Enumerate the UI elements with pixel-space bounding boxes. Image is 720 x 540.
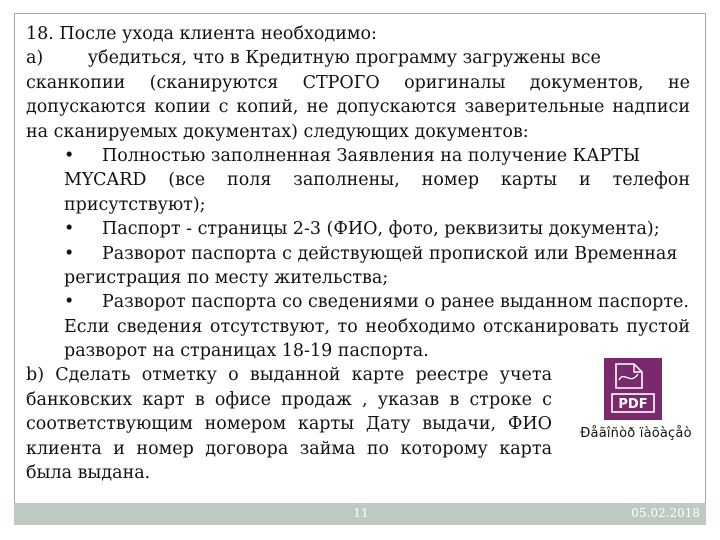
bullet-item bbox=[26, 217, 690, 241]
bullet-continuation: присутствуют); bbox=[64, 194, 206, 215]
bullet-continuation: MYCARD (все поля заполнены, номер карты и телефон bbox=[64, 170, 690, 191]
bullet-text: Паспорт - страницы 2-3 (ФИО, фото, реквизиты документа); bbox=[102, 219, 660, 240]
paragraph-b-line: b) Сделать отметку о выданной карте реестре учета bbox=[26, 365, 552, 386]
bullet-continuation: разворот на страницах 18-19 паспорта. bbox=[64, 341, 429, 362]
bullet-continuation: регистрация по месту жительства; bbox=[64, 267, 389, 288]
bullet-marker: • bbox=[64, 243, 75, 264]
pdf-attachment[interactable] bbox=[578, 358, 694, 458]
bullet-continuation: Если сведения отсутствуют, то необходимо отсканировать пустой bbox=[64, 316, 690, 337]
paragraph-a-line: сканкопии (сканируются СТРОГО оригиналы документов, не bbox=[26, 72, 690, 93]
paragraph-b-line: была выдана. bbox=[26, 463, 151, 484]
bullet-item bbox=[26, 290, 690, 314]
bullet-text: Разворот паспорта с действующей пропиской или Временная bbox=[102, 243, 678, 264]
paragraph-b-line: банковских карт в офисе продаж , указав в строке с bbox=[26, 389, 552, 410]
bullet-item bbox=[26, 242, 690, 266]
footer-date: 05.02.2018 bbox=[631, 506, 700, 520]
bullet-item bbox=[26, 144, 690, 168]
paragraph-a-line: на сканируемых документах) следующих документов: bbox=[26, 121, 529, 142]
pdf-icon-label: PDF bbox=[618, 397, 648, 412]
bullet-marker: • bbox=[64, 219, 75, 240]
pdf-caption: Ðåãîñòð ïàõàçåò bbox=[580, 426, 692, 441]
paragraph-a-line: допускаются копии с копий, не допускаются заверительные надписи bbox=[26, 97, 690, 118]
pdf-file-icon bbox=[604, 358, 662, 420]
paragraph-b-line: клиента и номер договора займа по которому карта bbox=[26, 438, 552, 459]
bullet-marker: • bbox=[64, 145, 75, 166]
bullet-marker: • bbox=[64, 292, 75, 313]
bullet-text: Полностью заполненная Заявления на получение КАРТЫ bbox=[102, 145, 641, 166]
item-heading: 18. После ухода клиента необходимо: bbox=[26, 24, 377, 44]
paragraph-b-line: соответствующим номером карты Дату выдачи, ФИО bbox=[26, 414, 552, 435]
bullet-text: Разворот паспорта со сведениями о ранее выданном паспорте. bbox=[102, 292, 689, 313]
page-number: 11 bbox=[353, 506, 369, 520]
paragraph-a-line: а) убедиться, что в Кредитную программу загружены все bbox=[26, 48, 601, 69]
